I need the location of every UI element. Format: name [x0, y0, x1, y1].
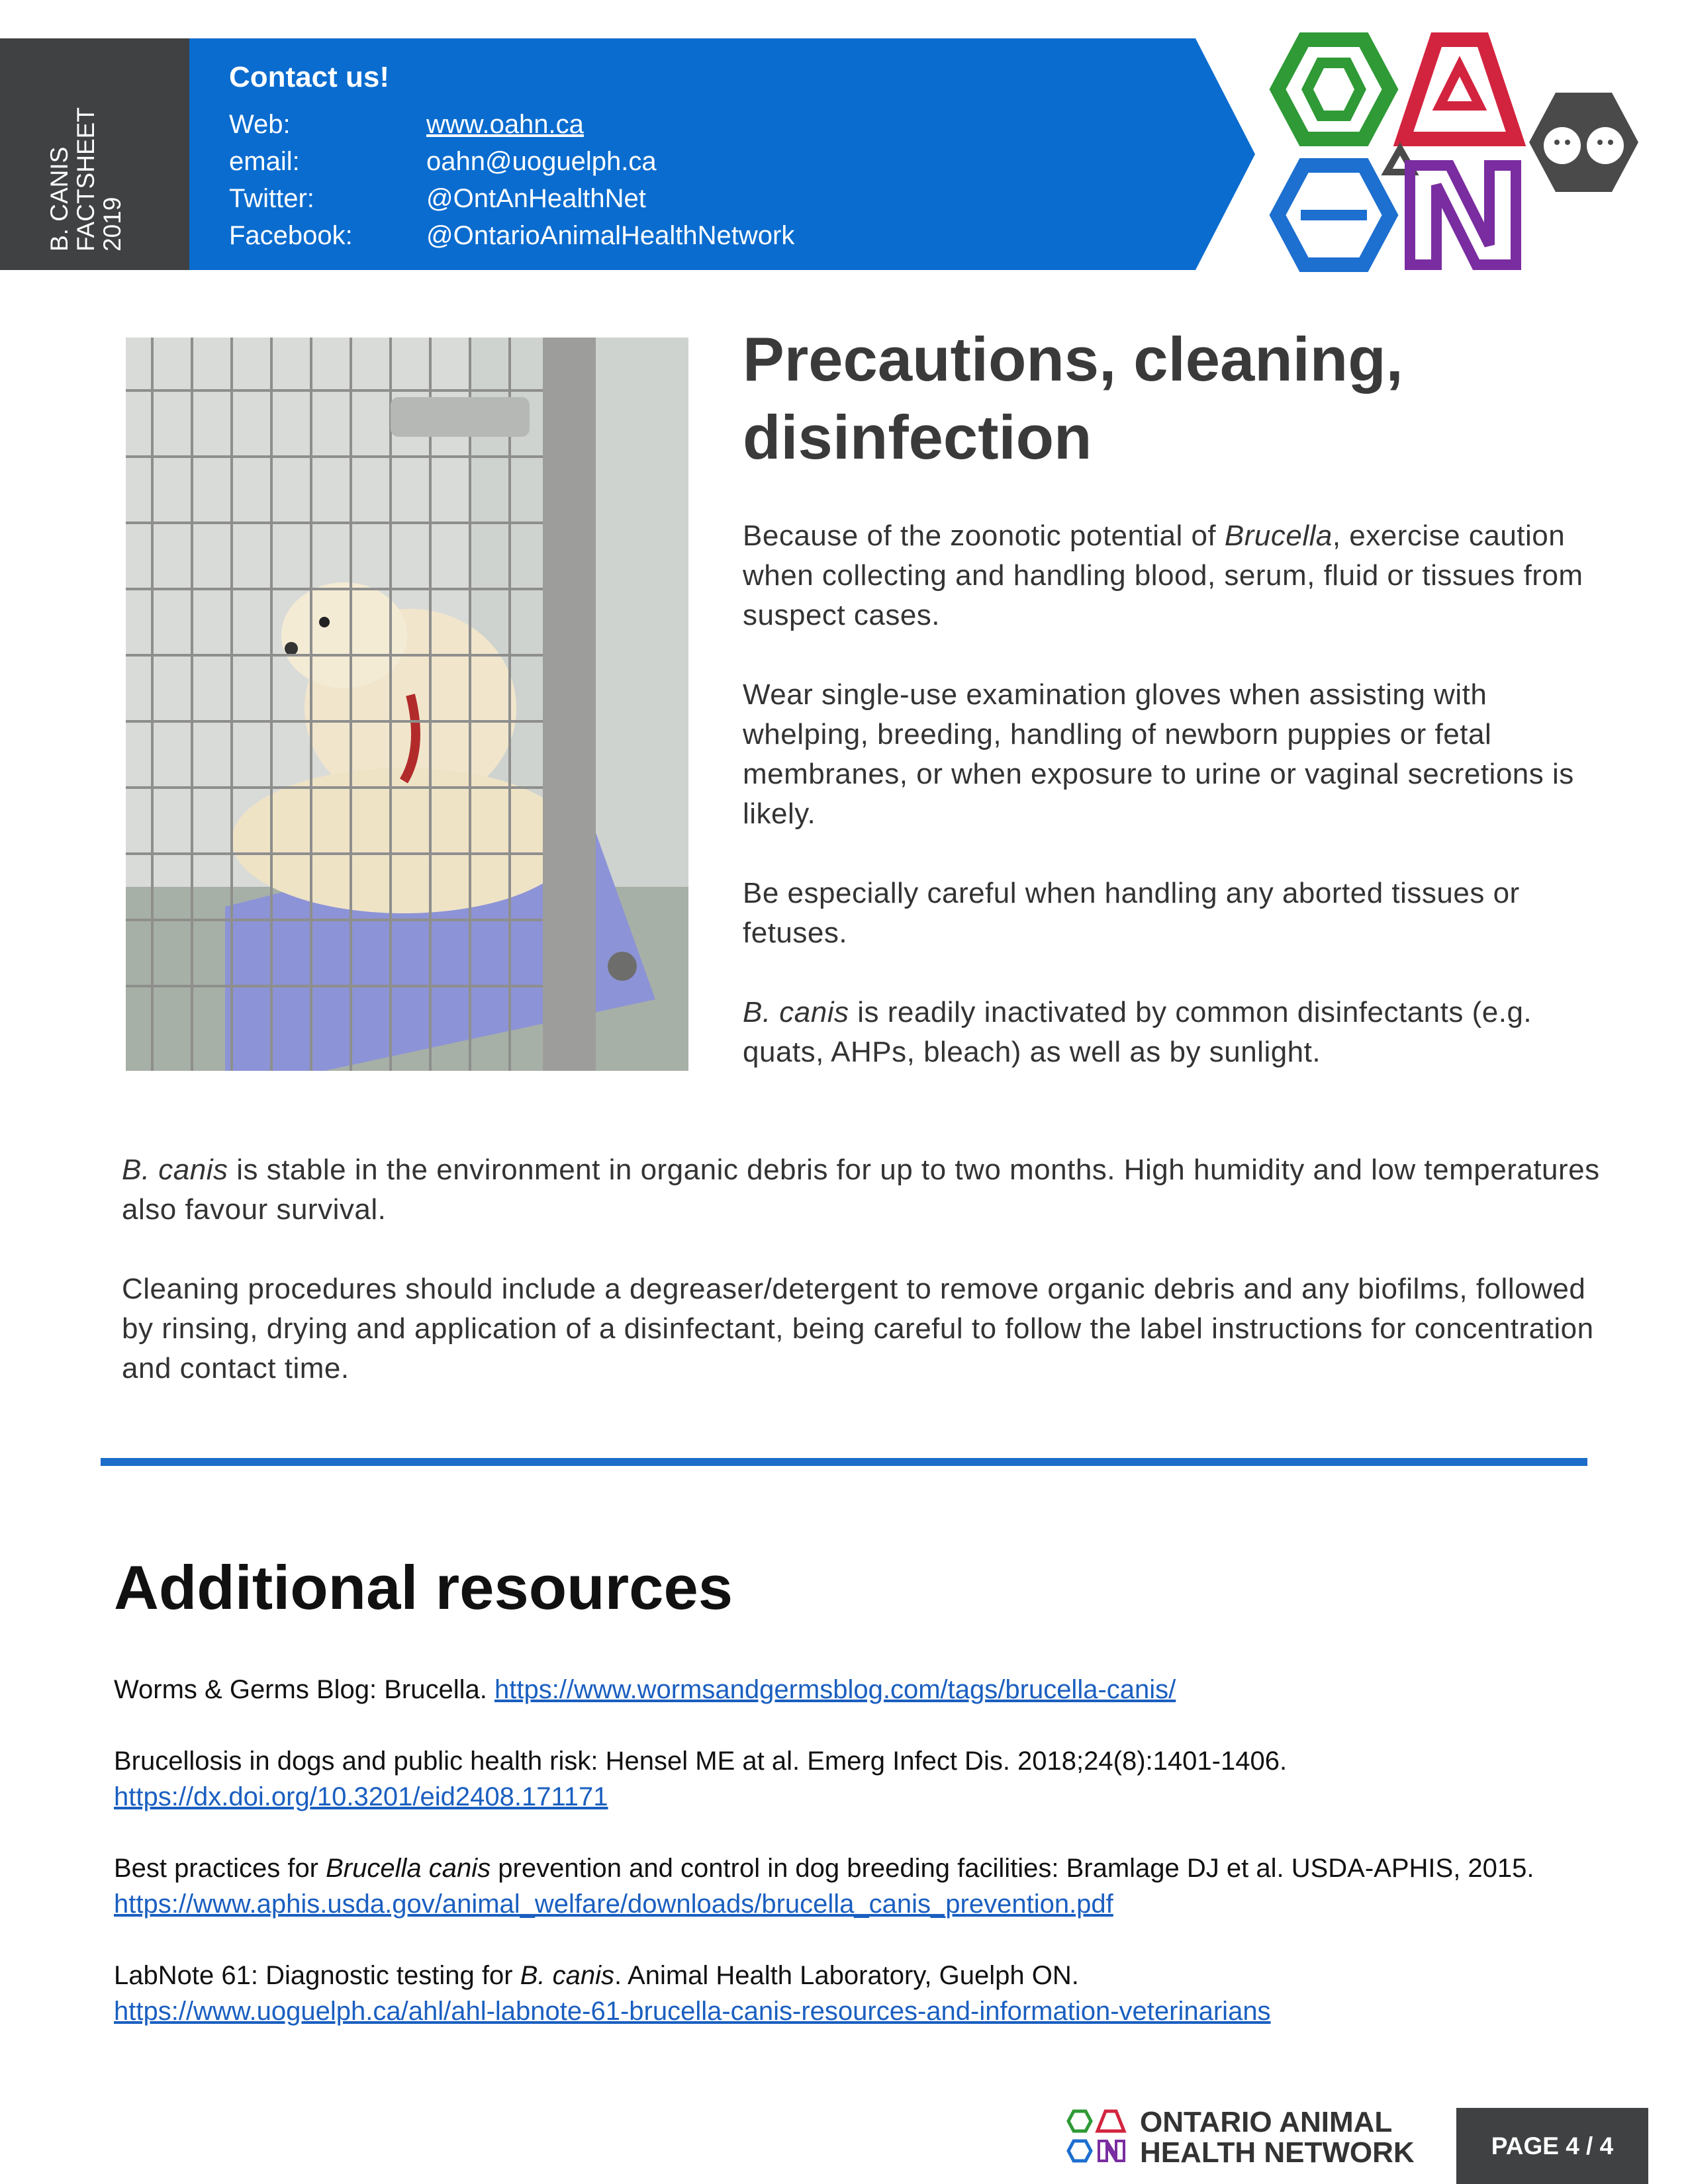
- contact-email-value[interactable]: oahn@uoguelph.ca: [426, 147, 657, 176]
- contact-email-label: email:: [229, 147, 300, 176]
- paragraph-inactivation: B. canis is readily inactivated by common disinfectants (e.g. quats, AHPs, bleach) as well as by sunlight.: [743, 996, 1532, 1068]
- oahn-logo: [1264, 26, 1655, 278]
- contact-web-label: Web:: [229, 110, 291, 139]
- section-heading-precautions: Precautions, cleaning, disinfection: [743, 324, 1403, 472]
- paragraph-cleaning-procedures: Cleaning procedures should include a degreaser/detergent to remove organic debris and any biofilms, followed by rinsing, drying and application of a disinfectant, being careful to follow the label instructions for concentration and contact time.: [122, 1273, 1594, 1385]
- paragraph-zoonotic-caution: Because of the zoonotic potential of Brucella, exercise caution when collecting and handling blood, serum, fluid or tissues from suspect cases.: [743, 520, 1583, 631]
- section-divider: [101, 1458, 1587, 1466]
- contact-facebook-value[interactable]: @OntarioAnimalHealthNetwork: [426, 221, 795, 250]
- resource-link[interactable]: https://www.uoguelph.ca/ahl/ahl-labnote-61-brucella-canis-resources-and-information-veterinarians: [114, 1997, 1271, 2026]
- resource-best-practices: Best practices for Brucella canis prevention and control in dog breeding facilities: Bramlage DJ et al. USDA-APHIS, 2015. https://www.aphis.usda.gov/animal_welfare/downloads/brucella_canis_prevention.pdf: [114, 1854, 1534, 1919]
- resource-link[interactable]: https://dx.doi.org/10.3201/eid2408.171171: [114, 1782, 608, 1811]
- page-number-badge: PAGE 4 / 4: [1456, 2108, 1648, 2184]
- paragraph-aborted-tissues: Be especially careful when handling any aborted tissues or fetuses.: [743, 877, 1520, 949]
- resource-link[interactable]: https://www.aphis.usda.gov/animal_welfare/downloads/brucella_canis_prevention.pdf: [114, 1889, 1113, 1919]
- contact-facebook-label: Facebook:: [229, 221, 353, 250]
- contact-twitter-label: Twitter:: [229, 184, 314, 213]
- resource-worms-germs: Worms & Germs Blog: Brucella. https://www.wormsandgermsblog.com/tags/brucella-canis/: [114, 1675, 1176, 1704]
- contact-web-link[interactable]: www.oahn.ca: [426, 110, 584, 139]
- resource-link[interactable]: https://www.wormsandgermsblog.com/tags/brucella-canis/: [494, 1675, 1176, 1704]
- paragraph-gloves: Wear single-use examination gloves when assisting with whelping, breeding, handling of newborn puppies or fetal membranes, or when exposure to urine or vaginal secretions is likely.: [743, 678, 1574, 830]
- contact-twitter-value[interactable]: @OntAnHealthNet: [426, 184, 646, 213]
- factsheet-side-label: B. CANIS FACTSHEET 2019: [46, 107, 126, 251]
- contact-title: Contact us!: [229, 61, 389, 93]
- resource-labnote-61: LabNote 61: Diagnostic testing for B. canis. Animal Health Laboratory, Guelph ON. https://www.uoguelph.ca/ahl/ahl-labnote-61-brucella-canis-resources-and-information-veterinarians: [114, 1958, 1603, 2029]
- dog-in-kennel-photo: [126, 338, 688, 1071]
- section-heading-additional-resources: Additional resources: [114, 1553, 733, 1622]
- paragraph-environment-stability: B. canis is stable in the environment in organic debris for up to two months. High humidity and low temperatures also favour survival.: [122, 1154, 1600, 1226]
- resource-brucellosis-dogs: Brucellosis in dogs and public health risk: Hensel ME at al. Emerg Infect Dis. 2018;24(8):1401-1406. https://dx.doi.org/10.3201/eid2408.171171: [114, 1743, 1603, 1815]
- footer-org-name: ONTARIO ANIMAL HEALTH NETWORK: [1140, 2106, 1415, 2169]
